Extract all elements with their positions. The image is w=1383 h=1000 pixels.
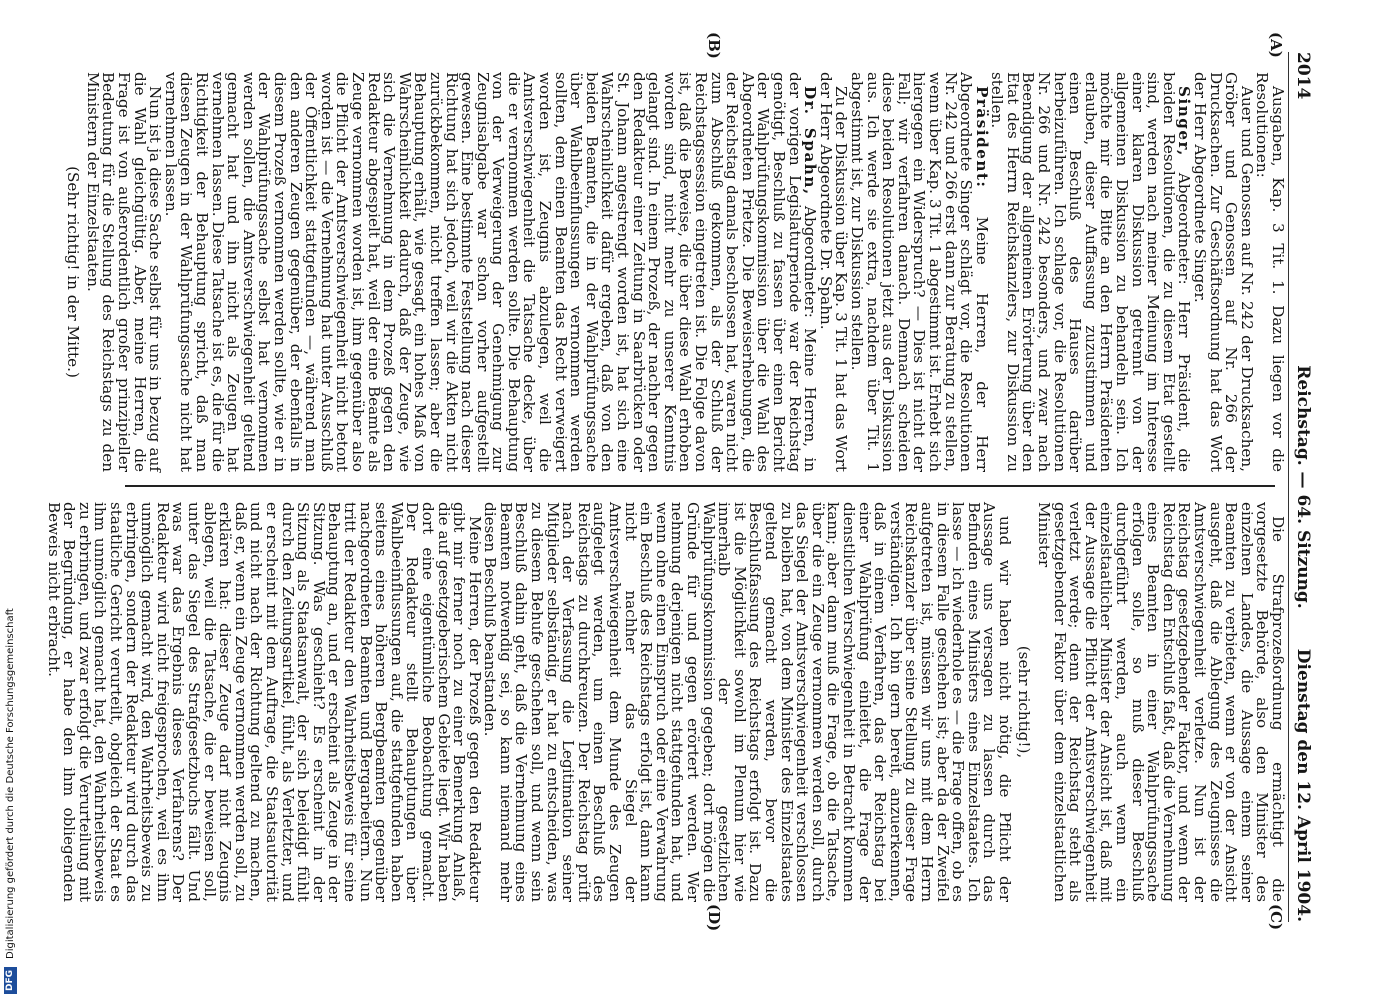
margin-letter-a: (A) [1267,32,1285,58]
speaker-name: Präsident: [972,86,991,189]
left-column [64,72,1287,473]
paragraph [1191,72,1256,472]
paragraph-text: Meine Herren, der Herr Abgeordnete Singer schlägt vor, die Resolutionen Nr. 242 und 266 erst dann zur Beratung zu stellen, wenn über Kap. 3 Tit. 1 abgestimmt ist. Erhebt sich hiergegen ein Widerspruch? — Dies ist nicht der Fall; wir verfahren danach. Demnach scheiden diese beiden Resolutionen jetzt aus der Diskussion aus. Ich werde sie extra, nachdem über Tit. 1 abgestimmt ist, zur Diskussion stellen. [847,72,991,472]
scanned-page [44,32,1315,932]
paragraph [989,72,1192,472]
digitization-credit: Digitalisierung gefördert durch die Deutsche Forschungsgemeinschaft [5,608,16,959]
paragraph-text: Auer und Genossen auf Nr. 242 der Drucksachen, Gröber und Genossen auf Nr. 266 der Drucksachen. Zur Geschäftsordnung hat das Wort der Herr Abgeordnete Singer. [1191,72,1256,472]
paragraph-text: und wir haben nicht nötig, die Pflicht der Aussage uns versagen zu lassen durch das Befinden eines Ministers eines Einzelstaates. Ich lasse — ich wiederhole es — die Frage offen, ob es in diesem Falle geschehen ist; aber da der Zweifel aufgetreten ist, müssen wir uns mit dem Herrn Reichskanzler über seine Stellung zu dieser Frage verständigen. Ich bin gern bereit, anzuerkennen, daß in einem Verfahren, das der Reichstag bei einer Wahlprüfung einleitet, die Frage der dienstlichen Verschwiegenheit in Betracht kommen kann; aber dann muß die Frage, ob die Tatsache, über die ein Zeuge vernommen werden soll, durch das Siegel der Amtsverschwiegenheit verschlossen zu bleiben hat, von dem Minister des Einzelstaates geltend gemacht werden, bevor die Beschlußfassung des Reichstags erfolgt ist. Dazu ist die Möglichkeit sowohl im Plenum hier wie innerhalb der gesetzlichen Wahlprüfungskommission gegeben; dort mögen die Gründe für und gegen erörtert werden. Wer nehmung derjenigen nicht stattgefunden hat, und wenn ohne einen Einspruch oder eine Verwahrung ein Beschluß des Reichstags erfolgt ist, dann kann nicht nachher das Siegel der Amtsverschwiegenheit dem Munde des Zeugen aufgelegt werden, um einen Beschluß des Reichstags zu durchkreuzen. Der Reichstag prüft nach der Verfassung die Legitimation seiner Mitglieder selbständig, er hat zu entscheiden, was zu diesem Behufe geschehen soll, und wenn sein Beschluß dahin geht, daß die Vernehmung eines Beamten notwendig sei, so kann niemand mehr diesen Beschluß beanstanden. [481,502,1014,902]
paragraph-text: Abgeordneter: Herr Präsident, die beiden Resolutionen, die zu diesem Etat gestellt sind, werden nach meiner Meinung im Interesse einer klaren Diskussion getrennt von der allgemeinen Diskussion zu behandeln sein. Ich möchte mir die Bitte an den Herrn Präsidenten erlauben, dieser Auffassung zuzustimmen und einen Beschluß des Hauses darüber herbeizuführen. Ich schlage vor, die Resolutionen Nr. 266 und Nr. 242 besonders, und zwar nach Beendigung der allgemeinen Erörterung über den Etat des Herrn Reichskanzlers, zur Diskussion zu stellen. [988,72,1194,472]
margin-letter-c: (C) [1267,904,1285,931]
paragraph-text: Abgeordneter: Meine Herren, in der vorigen Legislaturperiode war der Reichstag genötigt, Beschluß zu fassen über einen Bericht der Wahlprüfungskommission über die Wahl des Abgeordneten Prietze. Die Beweiserhebungen, die der Reichstag damals beschlossen hat, waren nicht zum Abschluß gekommen, als der Schluß der Reichstagssession eingetreten ist. Die Folge davon ist, daß die Beweise, die über diese Wahl erhoben worden sind, nicht mehr zu unserer Kenntnis gelangt sind. In einem Prozeß, der nachher gegen den Redakteur einer Zeitung in Saarbrücken oder St. Johann angestrengt worden ist, hat sich eine Wahrscheinlichkeit dafür ergeben, daß von den beiden Beamten, die in der Wahlprüfungssache über Wahlbeeinflussungen vernommen werden sollten, dem einen Beamten das Recht verweigert worden ist, Zeugnis abzulegen, weil die Amtsverschwiegenheit die Tatsache decke, über die er vernommen werden sollte. Die Behauptung von der Verweigerung der Genehmigung zur Zeugnisabgabe war schon vorher aufgestellt gewesen. Eine bestimmte Feststellung nach dieser Richtung hat sich jedoch, weil wir die Akten nicht zurückbekommen, nicht treffen lassen; aber die Behauptung erhält, wie gesagt, ein hohes Maß von Wahrscheinlichkeit dadurch, daß der Zeuge, wie sich die Vernehmung in dem Prozeß gegen den Redakteur abgespielt hat, weil der eine Beamte als Zeuge vernommen worden ist, ihm gegenüber also die Pflicht der Amtsverschwiegenheit nicht betont worden ist — die Vernehmung hat unter Ausschluß der Öffentlichkeit stattgefunden —, während man den anderen Zeugen gegenüber, der ebenfalls in diesem Prozeß vernommen werden sollte, wie er in der Wahlprüfungssache selbst hat vernommen werden sollen, die Amtsverschwiegenheit geltend gemacht hat und ihn nicht als Zeugen hat vernehmen lassen. Diese Tatsache ist es, die für die Richtigkeit der Behauptung spricht, daß man diesen Zeugen in der Wahlprüfungssache nicht hat vernehmen lassen. [161,72,820,473]
dfg-logo-icon: DFG [4,967,17,994]
digitization-sidebar [3,0,19,1000]
paragraph [83,72,165,472]
paragraph [847,72,991,472]
column-divider [125,485,1275,487]
right-column [44,502,1287,902]
session-title: Reichstag. — 64. Sitzung. [1293,365,1313,609]
running-header [1288,52,1315,922]
margin-letter-b: (B) [705,32,723,59]
paragraph [1254,72,1285,472]
paragraph [1036,502,1286,902]
paragraph-text: Meine Herren, der Prozeß gegen den Redakteur gibt mir ferner noch zu einer Bemerkung Anlaß, die auf gesetzgeberischem Gebiete liegt. Wir haben dort eine eigentümliche Beobachtung gemacht. Der Redakteur stellt Behauptungen über Wahlbeeinflussungen auf, die stattgefunden haben seitens eines höheren Bergbeamten gegenüber nachgeordneten Beamten und Bergarbeitern. Nun tritt der Redakteur den Wahrheitsbeweis für seine Behauptung an, und er erscheint als Zeuge in der Sitzung. Was geschieht? Es erscheint in der Sitzung als Staatsanwalt, der sich beleidigt fühlt durch den Zeitungsartikel, fühlt, als Verletzter, und er erscheint mit dem Auftrage, die Staatsautorität und nicht nach der Richtung geltend zu machen, daß er, wenn ein Zeuge vernommen werden soll, zu erklären hat: dieser Zeuge darf nicht Zeugnis ablegen, weil die Tatsache, die er beweisen soll, unter das Siegel des Strafgesetzbuchs fällt. Und was war das Ergebnis dieses Verfahrens? Der Redakteur wird nicht freigesprochen, weil es ihm unmöglich gemacht wird, den Wahrheitsbeweis zu erbringen, sondern der Redakteur wird durch das staatliche Gericht verurteilt, obgleich der Staat es ihm unmöglich gemacht hat, den Wahrheitsbeweis zu erbringen, und zwar erfolgt die Verurteilung mit der Begründung, er habe den ihm obliegenden Beweis nicht erbracht. [44,502,484,902]
paragraph [482,502,1012,902]
speaker-name: Singer, [1175,86,1194,157]
paragraph-text: Nun ist ja diese Sache selbst für uns in bezug auf die Wahl gleichgültig. Aber, meine Herren, die Frage ist von außerordentlich großer prinzipieller Bedeutung für die Stellung des Reichstags zu den Ministern der Einzelstaaten. [83,72,165,472]
margin-letter-d: (D) [705,904,723,932]
paragraph-text: Zu der Diskussion über Kap. 3 Tit. 1 hat das Wort der Herr Abgeordnete Dr. Spahn. [816,72,851,472]
session-date: Dienstag den 12. April 1904. [1293,648,1313,922]
paragraph-text: Die Strafprozeßordnung ermächtigt die vorgesetzte Behörde, also den Minister des einzelnen Landes, die Aussage einem seiner Beamten zu verbieten, wenn er von der Ansicht ausgeht, daß die Ablegung des Zeugnisses die Amtsverschwiegenheit verletze. Nun ist der Reichstag gesetzgebender Faktor, und wenn der Reichstag den Entschluß faßt, daß die Vernehmung eines Beamten in einer Wahlprüfungssache erfolgen solle, so muß dieser Beschluß durchgeführt werden, auch wenn ein einzelstaatlicher Minister der Ansicht ist, daß mit der Aussage die Pflicht der Amtsverschwiegenheit verletzt werde; denn der Reichstag steht als gesetzgebender Faktor über dem einzelstaatlichen Minister [1035,502,1287,902]
paragraph-text: Ausgaben, Kap. 3 Tit. 1. Dazu liegen vor die Resolutionen: [1253,72,1287,472]
paragraph [161,72,820,473]
paragraph [45,502,482,902]
interjection [1016,502,1032,902]
paragraph [816,72,851,472]
page-number: 2014 [1293,52,1313,100]
paragraph-text: (Sehr richtig! in der Mitte.) [64,166,83,378]
speaker-name: Dr. Spahn, [801,86,820,196]
paragraph-text: (sehr richtig!), [1015,645,1034,759]
interjection [65,72,81,472]
